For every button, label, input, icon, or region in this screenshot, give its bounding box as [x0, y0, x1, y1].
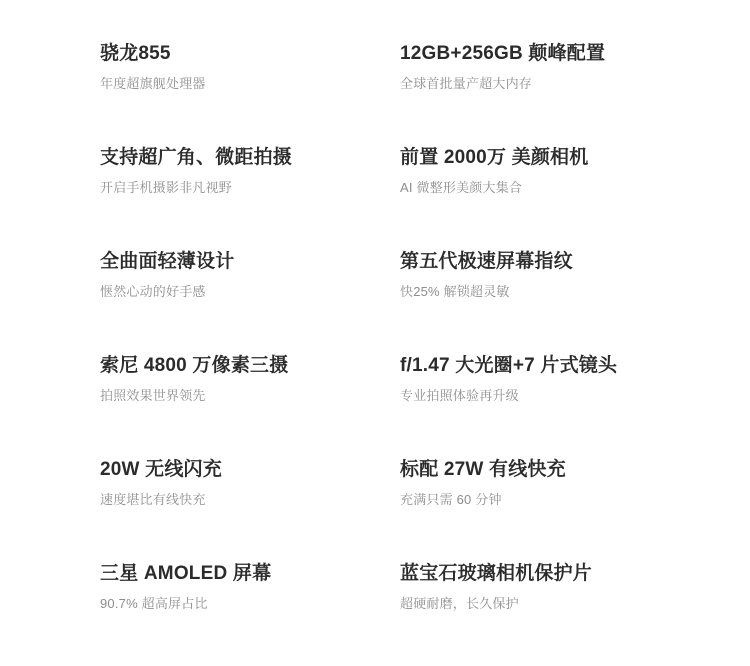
spec-title: 标配 27W 有线快充	[400, 459, 566, 480]
spec-title: 蓝宝石玻璃相机保护片	[400, 563, 593, 584]
spec-item	[100, 146, 400, 250]
spec-subtitle: 惬然心动的好手感	[100, 283, 206, 299]
spec-title: 第五代极速屏幕指纹	[400, 251, 573, 272]
spec-title: 骁龙855	[100, 43, 171, 64]
spec-title: f/1.47 大光圈+7 片式镜头	[400, 355, 618, 376]
spec-subtitle: 全球首批量产超大内存	[400, 75, 533, 91]
spec-item	[100, 354, 400, 458]
spec-item	[400, 250, 710, 354]
spec-item	[400, 562, 710, 666]
spec-subtitle: 拍照效果世界领先	[100, 387, 206, 403]
spec-subtitle: 90.7% 超高屏占比	[100, 595, 208, 611]
spec-subtitle: 开启手机摄影非凡视野	[100, 179, 233, 195]
spec-item	[100, 562, 400, 666]
spec-item	[400, 146, 710, 250]
spec-subtitle: 充满只需 60 分钟	[400, 491, 502, 507]
spec-subtitle: 专业拍照体验再升级	[400, 387, 519, 403]
spec-title: 索尼 4800 万像素三摄	[100, 355, 289, 376]
spec-item	[100, 42, 400, 146]
spec-title: 全曲面轻薄设计	[100, 251, 235, 272]
spec-title: 三星 AMOLED 屏幕	[100, 563, 272, 584]
spec-item	[400, 42, 710, 146]
spec-item	[400, 458, 710, 562]
spec-title: 前置 2000万 美颜相机	[400, 147, 589, 168]
spec-item	[100, 458, 400, 562]
spec-title: 20W 无线闪充	[100, 459, 222, 480]
spec-title: 支持超广角、微距拍摄	[100, 147, 293, 168]
spec-subtitle: 快25% 解锁超灵敏	[400, 283, 510, 299]
spec-subtitle: 速度堪比有线快充	[100, 491, 206, 507]
spec-title: 12GB+256GB 颠峰配置	[400, 43, 606, 64]
spec-subtitle: 超硬耐磨，长久保护	[400, 595, 519, 611]
spec-item	[400, 354, 710, 458]
spec-subtitle: AI 微整形美颜大集合	[400, 179, 523, 195]
spec-subtitle: 年度超旗舰处理器	[100, 75, 206, 91]
spec-item	[100, 250, 400, 354]
spec-grid	[40, 42, 710, 666]
